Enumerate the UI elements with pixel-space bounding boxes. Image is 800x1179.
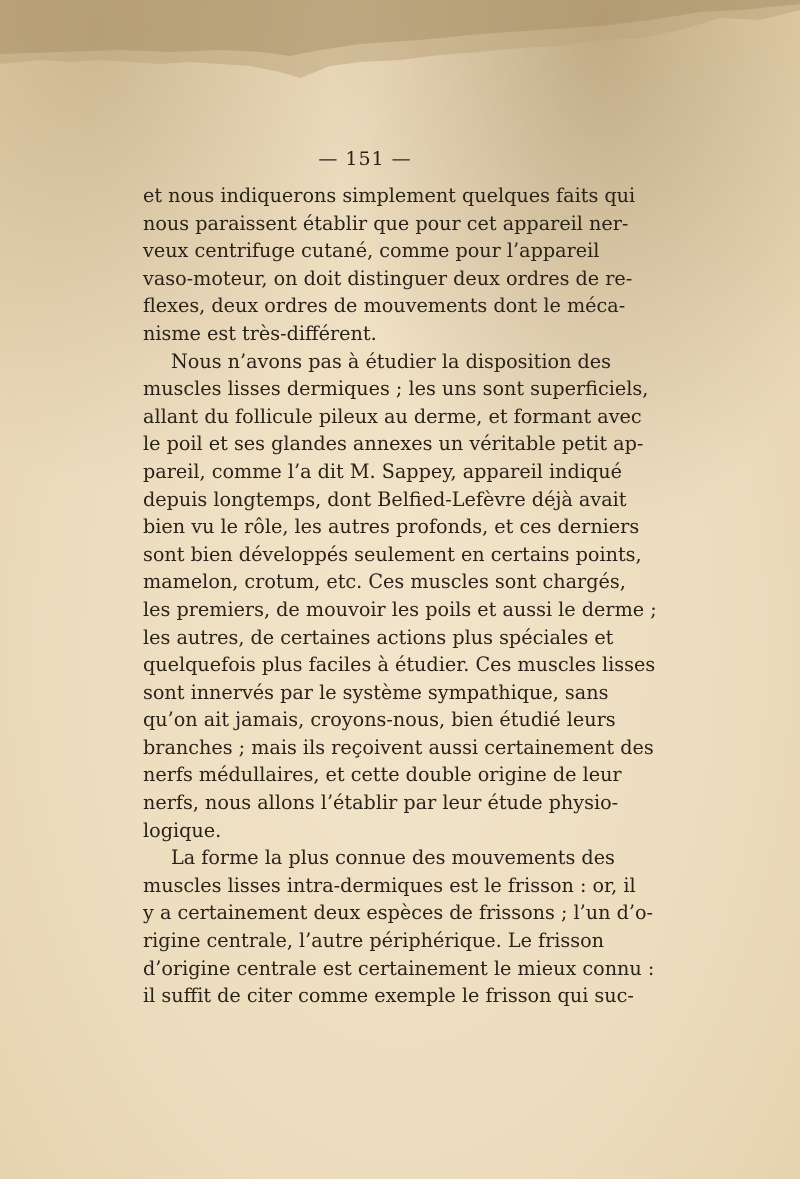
text-line: le poil et ses glandes annexes un véritable petit ap-	[143, 432, 644, 456]
text-line: nerfs médullaires, et cette double origine de leur	[143, 763, 622, 787]
text-line: muscles lisses intra-dermiques est le frisson : or, il	[143, 873, 636, 897]
text-line: nisme est très-différent.	[143, 321, 377, 345]
body-text	[143, 182, 657, 1010]
text-line: vaso-moteur, on doit distinguer deux ordres de re-	[143, 266, 633, 290]
page-number: — 151 —	[318, 148, 412, 170]
text-line: bien vu le rôle, les autres profonds, et ces derniers	[143, 515, 640, 539]
text-line: il suffit de citer comme exemple le frisson qui suc-	[143, 984, 634, 1008]
text-line: logique.	[143, 818, 222, 842]
text-line: La forme la plus connue des mouvements des	[171, 846, 615, 870]
text-line: allant du follicule pileux au derme, et formant avec	[143, 404, 642, 428]
text-line: les premiers, de mouvoir les poils et aussi le derme ;	[143, 597, 657, 621]
text-line: y a certainement deux espèces de frissons ; l’un d’o-	[143, 901, 653, 925]
text-line: nous paraissent établir que pour cet appareil ner-	[143, 211, 629, 235]
text-line: les autres, de certaines actions plus spéciales et	[143, 625, 614, 649]
text-line: sont innervés par le système sympathique, sans	[143, 680, 609, 704]
text-line: depuis longtemps, dont Belfied-Lefèvre déjà avait	[143, 487, 627, 511]
torn-top-edge	[0, 0, 800, 100]
text-line: mamelon, crotum, etc. Ces muscles sont chargés,	[143, 570, 626, 594]
text-line: sont bien développés seulement en certains points,	[143, 542, 642, 566]
text-line: rigine centrale, l’autre périphérique. Le frisson	[143, 929, 605, 953]
text-line: Nous n’avons pas à étudier la disposition des	[171, 349, 612, 373]
text-line: et nous indiquerons simplement quelques faits qui	[143, 184, 636, 207]
text-line: nerfs, nous allons l’établir par leur étude physio-	[143, 791, 619, 815]
text-line: veux centrifuge cutané, comme pour l’appareil	[143, 239, 600, 263]
text-line: quelquefois plus faciles à étudier. Ces muscles lisses	[143, 653, 656, 677]
text-line: d’origine centrale est certainement le mieux connu :	[143, 956, 655, 980]
text-line: flexes, deux ordres de mouvements dont le méca-	[143, 294, 626, 318]
text-line: pareil, comme l’a dit M. Sappey, appareil indiqué	[143, 459, 622, 483]
text-line: qu’on ait jamais, croyons-nous, bien étudié leurs	[143, 708, 616, 732]
text-line: branches ; mais ils reçoivent aussi certainement des	[143, 735, 654, 759]
text-line: muscles lisses dermiques ; les uns sont superficiels,	[143, 377, 649, 401]
